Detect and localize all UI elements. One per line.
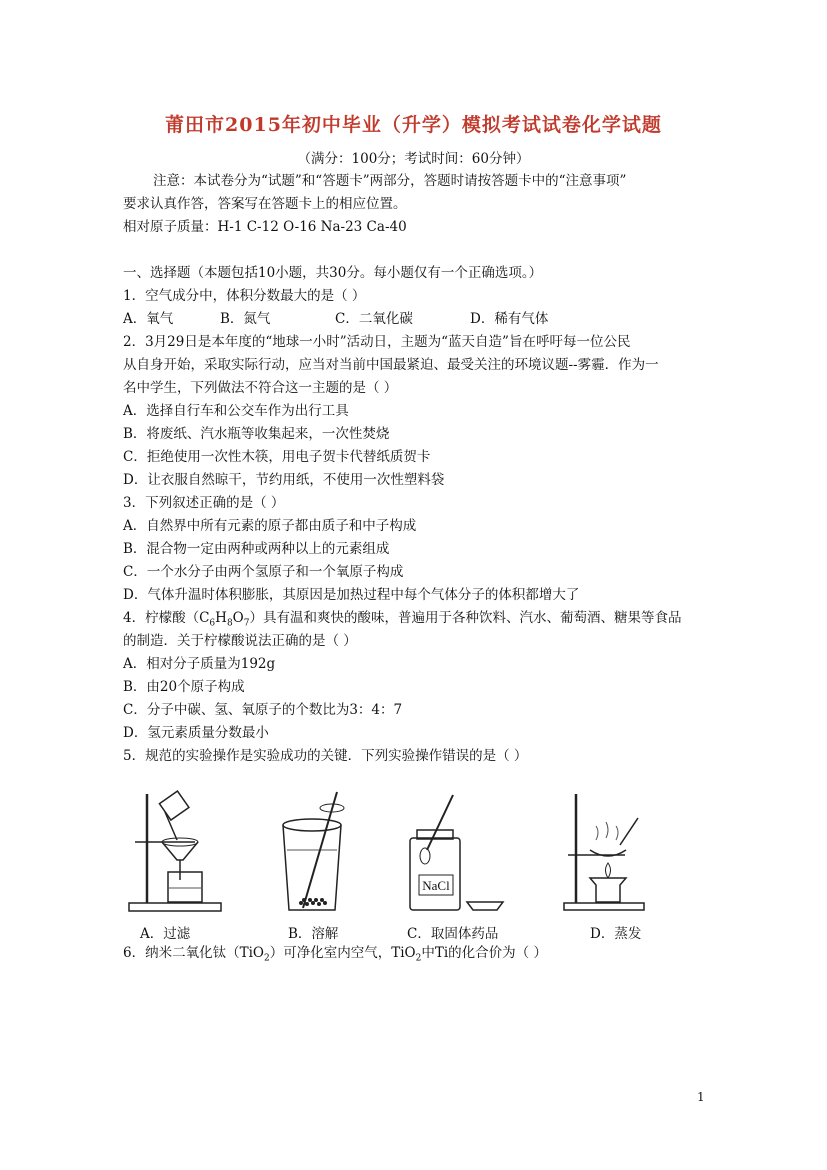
exam-info: （满分：100分；考试时间：60分钟） xyxy=(297,151,530,167)
q3-option-b: B．混合物一定由两种或两种以上的元素组成 xyxy=(123,541,390,557)
page-title: 莆田市2015年初中毕业（升学）模拟考试试卷化学试题 xyxy=(165,114,662,136)
evaporation-figure xyxy=(560,790,650,915)
atomic-mass-line: 相对原子质量：H-1 C-12 O-16 Na-23 Ca-40 xyxy=(123,219,407,235)
q2-option-a: A．选择自行车和公交车作为出行工具 xyxy=(123,403,349,419)
q3-stem: 3．下列叙述正确的是（ ） xyxy=(123,495,285,511)
q4-stem-1: 4．柠檬酸$(C_6H_8O_7)$具有温和爽快的酸味，普遍用于各种饮料、汽水、葡萄酒、糖果等食品 xyxy=(123,610,682,629)
q2-stem-1: 2．3月29日是本年度的“地球一小时”活动日，主题为“蓝天自造”旨在呼吁每一位公民 xyxy=(123,334,631,350)
q5-option-b: B．溶解 xyxy=(288,926,339,942)
q6-stem: 6．纳米二氧化钛（TiO$_2$）可净化室内空气，TiO$_2$中Ti的化合价为（ ） xyxy=(123,945,547,964)
filtration-figure xyxy=(125,790,225,915)
q2-option-d: D．让衣服自然晾干，节约用纸，不使用一次性塑料袋 xyxy=(123,472,445,488)
solid-reagent-figure xyxy=(405,790,505,915)
q2-stem-3: 名中学生，下列做法不符合这一主题的是（ ） xyxy=(123,380,398,396)
q3-option-c: C．一个水分子由两个氢原子和一个氧原子构成 xyxy=(123,564,404,580)
q4-option-c: C．分子中碳、氢、氧原子的个数比为3：4：7 xyxy=(123,702,403,718)
q3-option-d: D．气体升温时体积膨胀，其原因是加热过程中每个气体分子的体积都增大了 xyxy=(123,587,580,603)
q2-option-b: B．将废纸、汽水瓶等收集起来，一次性焚烧 xyxy=(123,426,390,442)
q1-option-a: A．氧气 xyxy=(123,311,174,327)
dissolving-figure xyxy=(275,790,355,915)
q1-option-b: B．氮气 xyxy=(220,311,271,327)
q4-option-a: A．相对分子质量为192g xyxy=(123,656,276,672)
q5-stem: 5．规范的实验操作是实验成功的关键．下列实验操作错误的是（ ） xyxy=(123,748,528,764)
q4-option-d: D．氢元素质量分数最小 xyxy=(123,725,269,741)
q5-option-c: C．取固体药品 xyxy=(407,926,499,942)
q2-stem-2: 从自身开始，采取实际行动，应当对当前中国最紧迫、最受关注的环境议题--雾霾．作为一 xyxy=(123,357,659,373)
section-heading: 一、选择题（本题包括10小题，共30分。每小题仅有一个正确选项。） xyxy=(123,265,543,281)
q4-stem-2: 的制造．关于柠檬酸说法正确的是（ ） xyxy=(123,633,357,649)
q1-option-c: C．二氧化碳 xyxy=(335,311,413,327)
notice-line-2: 要求认真作答，答案写在答题卡上的相应位置。 xyxy=(123,196,407,212)
q1-stem: 1．空气成分中，体积分数最大的是（ ） xyxy=(123,288,366,304)
notice-line-1: 注意：本试卷分为“试题”和“答题卡”两部分，答题时请按答题卡中的“注意事项” xyxy=(153,173,627,189)
q3-option-a: A．自然界中所有元素的原子都由质子和中子构成 xyxy=(123,518,417,534)
q4-option-b: B．由20个原子构成 xyxy=(123,679,245,695)
q5-option-a: A．过滤 xyxy=(140,926,191,942)
q1-option-d: D．稀有气体 xyxy=(470,311,549,327)
page-number: 1 xyxy=(697,1090,705,1104)
q2-option-c: C．拒绝使用一次性木筷，用电子贺卡代替纸质贺卡 xyxy=(123,449,431,465)
nacl-label: NaCl xyxy=(422,878,450,893)
q5-option-d: D．蒸发 xyxy=(590,926,642,942)
